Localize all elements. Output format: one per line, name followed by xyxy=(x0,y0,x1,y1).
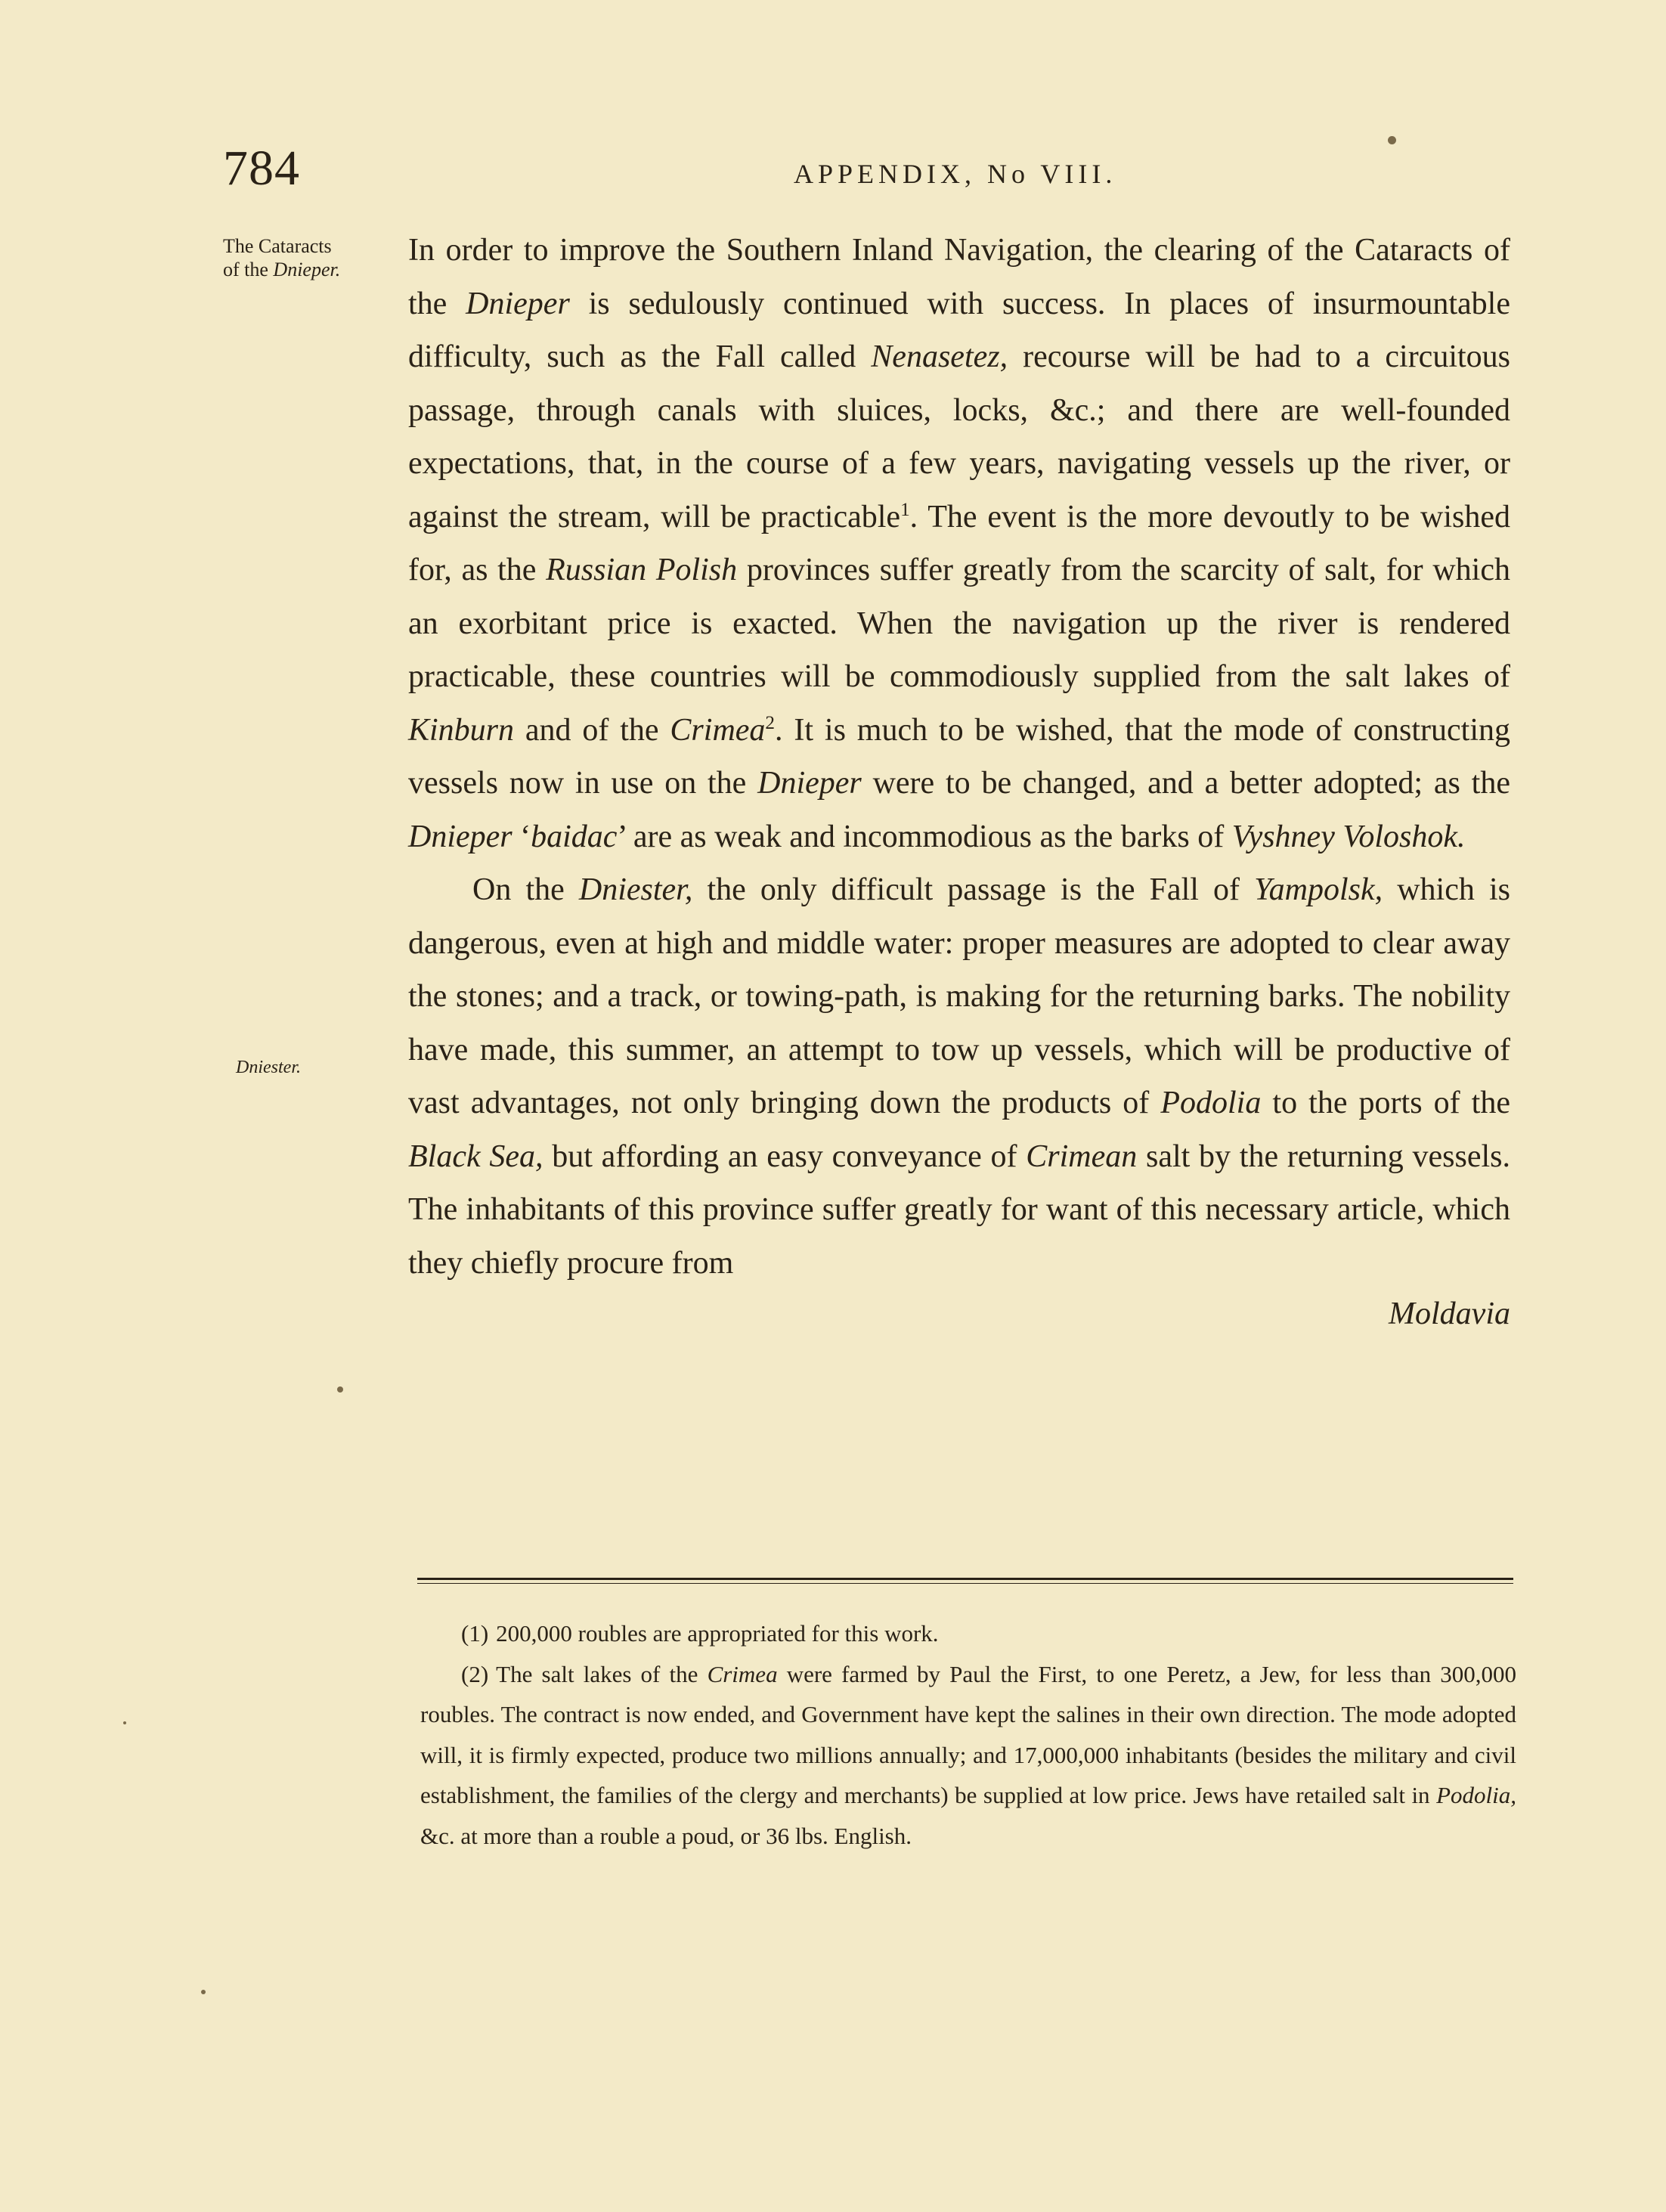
italic-run: Nenasetez, xyxy=(871,339,1008,374)
italic-run: Crimean xyxy=(1026,1139,1138,1174)
footnote-italic: Crimea xyxy=(707,1660,778,1687)
text-run: to the ports of the xyxy=(1261,1086,1510,1120)
main-text xyxy=(408,224,1510,1341)
text-run: In order to improve the Southern Inland Navigation, the clearing of the Cataracts of the xyxy=(408,233,1510,321)
text-run: and of the xyxy=(514,712,670,748)
text-run: ’ are as weak and incommodious as the barks of xyxy=(617,819,1232,854)
italic-run: Podolia xyxy=(1160,1086,1262,1120)
italic-run: Dnieper xyxy=(408,819,512,854)
paper-speck xyxy=(201,1990,206,1994)
text-run: . The event is the more devoutly to be wished for, as the xyxy=(408,499,1510,587)
catchword: Moldavia xyxy=(1389,1297,1510,1331)
italic-run: Russian Polish xyxy=(546,553,738,587)
margin-note-dniester: Dniester. xyxy=(236,1058,301,1077)
text-run: recourse will be had to a circuitous passage, through canals with sluices, locks, &c.; and there are well-founded expectations, that, in the course of a few years, navigating vessels up the river, or against the stream, will be practicable xyxy=(408,339,1511,534)
italic-run: Yampolsk, xyxy=(1254,872,1383,907)
italic-run: Dnieper xyxy=(466,286,570,321)
italic-run: baidac xyxy=(531,819,618,854)
margin-note-line: The Cataracts xyxy=(223,235,332,257)
footnote-ref: 1 xyxy=(900,499,910,520)
margin-note-line xyxy=(223,258,340,281)
footnote-number: (1) xyxy=(461,1620,489,1647)
footnote-text: &c. at more than a rouble a poud, or 36 lbs. English. xyxy=(420,1822,912,1849)
footnote-rule xyxy=(417,1578,1513,1584)
footnote-italic: Podolia, xyxy=(1436,1782,1516,1808)
text-run: is sedulously continued with success. In places of insurmountable difficulty, such as the Fall called xyxy=(408,286,1510,374)
italic-run: Kinburn xyxy=(408,712,515,748)
text-run: the only difficult passage is the Fall of xyxy=(692,872,1255,907)
text-run: On the xyxy=(472,872,579,907)
italic-run: Black Sea, xyxy=(408,1139,543,1174)
page-number: 784 xyxy=(223,141,300,196)
margin-note-italic: Dnieper. xyxy=(273,259,341,281)
paper-speck xyxy=(123,1721,126,1724)
footnote-text: 200,000 roubles are appropriated for this work. xyxy=(496,1620,939,1647)
margin-note-cataracts xyxy=(223,234,340,281)
margin-note-text: of the xyxy=(223,259,274,281)
footnote-2 xyxy=(420,1654,1516,1857)
paragraph-dniester xyxy=(408,863,1510,1341)
footnote-text: were farmed by Paul the First, to one Peretz, a Jew, for less than 300,000 roubles. The contract is now ended, and Government have kept the salines in their own direction. The mode adopted will, it is firmly expected, produce two millions annually; and 17,000,000 inhabitants (besides the military and civil establishment, the families of the clergy and merchants) be supplied at low price. Jews have retailed salt in xyxy=(420,1660,1516,1808)
text-run: . It is much to be wished, that the mode of constructing vessels now in use on the xyxy=(408,712,1510,801)
paragraph-dnieper xyxy=(408,224,1510,863)
footnote-ref: 2 xyxy=(765,712,776,733)
text-run: were to be changed, and a better adopted; as the xyxy=(861,766,1510,801)
text-run: provinces suffer greatly from the scarcity of salt, for which an exorbitant price is exacted. When the navigation up the river is rendered practicable, these countries will be commodiously supplied from the salt lakes of xyxy=(408,553,1510,694)
italic-run: Crimea xyxy=(670,712,766,748)
footnote-number: (2) xyxy=(461,1660,489,1687)
italic-run: Vyshney Voloshok. xyxy=(1231,819,1466,854)
footnote-1 xyxy=(420,1613,1516,1654)
text-run: which is dangerous, even at high and middle water: proper measures are adopted to clear away the stones; and a track, or towing-path, is making for the returning barks. The nobility have made, this summer, an attempt to tow up vessels, which will be productive of vast advantages, not only bringing down the products of xyxy=(408,872,1510,1120)
text-run: ‘ xyxy=(512,819,531,854)
paper-speck xyxy=(337,1386,343,1393)
footnote-text: The salt lakes of the xyxy=(496,1660,708,1687)
running-head: APPENDIX, No VIII. xyxy=(794,159,1117,189)
text-run: but affording an easy conveyance of xyxy=(543,1139,1027,1174)
italic-run: Dniester, xyxy=(578,872,693,907)
italic-run: Dnieper xyxy=(757,766,862,801)
paper-speck xyxy=(1388,136,1396,144)
footnotes xyxy=(420,1613,1516,1856)
text-run: salt by the returning vessels. The inhabitants of this province suffer greatly for want of this necessary article, which they chiefly procure from xyxy=(408,1139,1510,1281)
